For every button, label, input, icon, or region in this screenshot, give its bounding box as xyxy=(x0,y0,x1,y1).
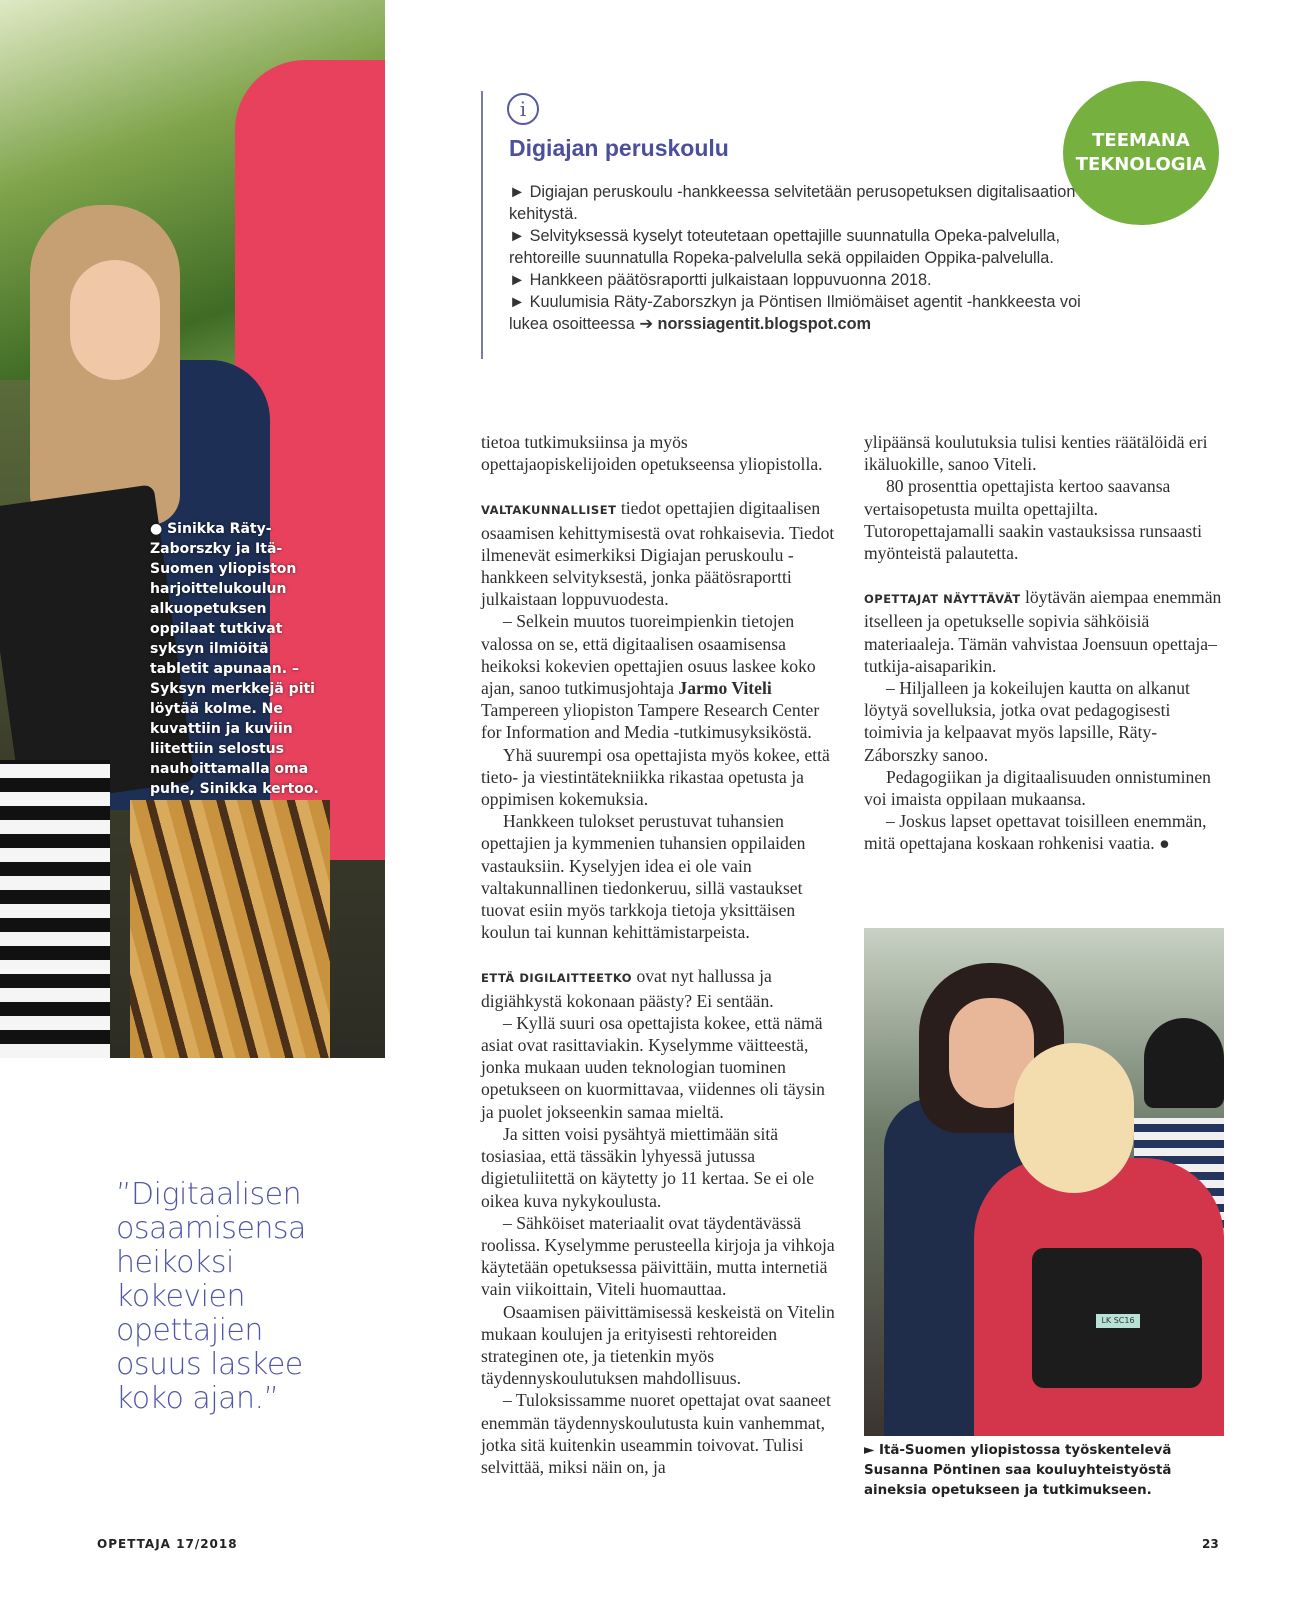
info-bullet: ► Digiajan peruskoulu -hankkeessa selvitetään perusopetuksen digitalisaation kehitystä. xyxy=(509,183,1076,223)
paragraph: Ja sitten voisi pysähtyä miettimään sitä tosiasiaa, että tässäkin lyhyessä jutussa digietuliitettä on käytetty jo 11 kertaa. Se ei ole oikea kuva nykykoulusta. xyxy=(481,1123,815,1211)
theme-badge xyxy=(1063,81,1219,225)
paragraph: – Kyllä suuri osa opettajista kokee, että nämä asiat ovat rasittaviakin. Kyselymme väitteestä, jonka mukaan uuden teknologian tuominen opetukseen on kuormittavaa, viidennes oli täysin ja puolet jokseenkin samaa mieltä. xyxy=(481,1012,825,1122)
paragraph: Pedagogiikan ja digitaalisuuden onnistuminen voi imaista oppilaan mukaansa. xyxy=(864,766,1211,810)
badge-line2: TEKNOLOGIA xyxy=(1075,154,1207,175)
paragraph: – Joskus lapset opettavat toisilleen enemmän, mitä opettajana koskaan rohkenisi vaatia. ● xyxy=(864,811,1207,854)
pull-quote: ”Digitaalisen osaamisensa heikoksi kokevien opettajien osuus laskee koko ajan.” xyxy=(116,1177,306,1416)
paragraph: ylipäänsä koulutuksia tulisi kenties räätälöidä eri ikäluokille, sanoo Viteli. xyxy=(864,432,1208,475)
paragraph: – Selkein muutos tuoreimpienkin tietojen valossa on se, että digitaalisen osaamisensa heikoksi kokevien opettajien osuus laskee koko ajan, sanoo tutkimusjohtaja Jarmo Viteli Tampereen yliopiston Tampere Research Center for Information and Media -tutkimusyksiköstä. xyxy=(481,611,820,743)
paragraph: Osaamisen päivittämisessä keskeistä on Vitelin mukaan koulujen ja erityisesti rehtoreiden strateginen ote, ja tietenkin myös täydennyskoulutuksen mahdollisuus. xyxy=(481,1301,835,1389)
article-column-right xyxy=(864,431,1226,855)
paragraph: OPETTAJAT NÄYTTÄVÄT löytävän aiempaa enemmän itselleen ja opetukselle sopivia sähköisiä materiaaleja. Tämän vahvistaa Joensuun opettaja–tutkija-aisaparikin. xyxy=(864,587,1222,676)
tablet-label: LK SC16 xyxy=(1096,1314,1140,1328)
magazine-issue: OPETTAJA 17/2018 xyxy=(97,1537,238,1551)
paragraph: 80 prosenttia opettajista kertoo saavansa vertaisopetusta muilta opettajilta. Tutoropettajamalli saakin vastauksissa runsaasti myönteistä palautetta. xyxy=(864,476,1202,564)
paragraph: Hankkeen tulokset perustuvat tuhansien opettajien ja kymmenien tuhansien oppilaiden vastauksiin. Kyselyjen idea ei ole vain valtakunnallinen tiedonkeruu, sillä vastaukset tuovat esiin myös tarkkoja tietoja yksittäisen koulun tai kunnan kehittämistarpeista. xyxy=(481,811,806,943)
lead-in: ETTÄ DIGILAITTEETKO xyxy=(481,971,633,986)
paragraph: Yhä suurempi osa opettajista myös kokee, että tieto- ja viestintätekniikka rikastaa opetusta ja oppimisen kokemuksia. xyxy=(481,744,830,810)
right-photo-caption: ► Itä-Suomen yliopistossa työskentelevä Susanna Pöntinen saa kouluyhteistyöstä aineksia opetukseen ja tutkimukseen. xyxy=(864,1443,1172,1498)
teacher-photo-right xyxy=(864,928,1224,1436)
article-column-middle xyxy=(481,431,841,1478)
badge-line1: TEEMANA xyxy=(1092,130,1190,151)
info-bullet: ► Kuulumisia Räty-Zaborszkyn ja Pöntisen Ilmiömäiset agentit -hankkeesta voi lukea osoitteessa xyxy=(509,293,1081,333)
paragraph: – Sähköiset materiaalit ovat täydentävässä roolissa. Kyselymme perusteella kirjoja ja vihkoja käytetään opetuksessa päivittäin, mutta internetiä vain viikoittain, Viteli huomauttaa. xyxy=(481,1212,835,1300)
left-photo-caption: ● Sinikka Räty-Zaborszky ja Itä-Suomen yliopiston harjoittelukoulun alkuopetuksen oppilaat tutkivat syksyn ilmiöitä tabletit apunaan. – Syksyn merkkejä piti löytää kolme. Ne kuvattiin ja kuviin liitettiin selostus nauhoittamalla oma puhe, Sinikka kertoo. xyxy=(150,521,319,797)
person-name: Jarmo Viteli xyxy=(678,678,772,699)
info-box-list xyxy=(509,181,1089,335)
lead-in: VALTAKUNNALLISET xyxy=(481,503,617,518)
blog-link[interactable]: norssiagentit.blogspot.com xyxy=(657,315,872,333)
info-bullet-last xyxy=(509,291,1089,335)
paragraph: ETTÄ DIGILAITTEETKO ovat nyt hallussa ja digiähkystä kokonaan päästy? Ei sentään. xyxy=(481,966,774,1011)
page-number: 23 xyxy=(1202,1537,1219,1551)
lead-in: OPETTAJAT NÄYTTÄVÄT xyxy=(864,592,1021,607)
info-box-title: Digiajan peruskoulu xyxy=(509,135,729,161)
paragraph: – Tuloksissamme nuoret opettajat ovat saaneet enemmän täydennyskoulutusta kuin vanhemmat, jotka sitä kuitenkin useammin toivovat. Tulisi selvittää, miksi näin on, ja xyxy=(481,1390,831,1477)
link-arrow-icon: ➔ xyxy=(639,315,653,333)
paragraph: VALTAKUNNALLISET tiedot opettajien digitaalisen osaamisen kehittymisestä ovat rohkaisevia. Tiedot ilmenevät esimerkiksi Digiajan peruskoulu -hankkeen selvityksestä, jonka päätösraportti julkaistaan loppuvuodesta. xyxy=(481,498,835,610)
info-icon: i xyxy=(507,93,539,125)
paragraph: tietoa tutkimuksiinsa ja myös opettajaopiskelijoiden opetukseensa yliopistolla. xyxy=(481,432,823,475)
info-bullet: ► Hankkeen päätösraportti julkaistaan loppuvuonna 2018. xyxy=(509,271,932,289)
info-box xyxy=(481,91,1129,359)
paragraph: – Hiljalleen ja kokeilujen kautta on alkanut löytyä sovelluksia, jotka ovat pedagogisesti toimivia ja kelpaavat myös lapsille, Räty-Záborszky sanoo. xyxy=(864,678,1190,765)
info-bullet: ► Selvityksessä kyselyt toteutetaan opettajille suunnatulla Opeka-palvelulla, rehtoreille suunnatulla Ropeka-palvelulla sekä oppilaiden Oppika-palvelulla. xyxy=(509,227,1060,267)
